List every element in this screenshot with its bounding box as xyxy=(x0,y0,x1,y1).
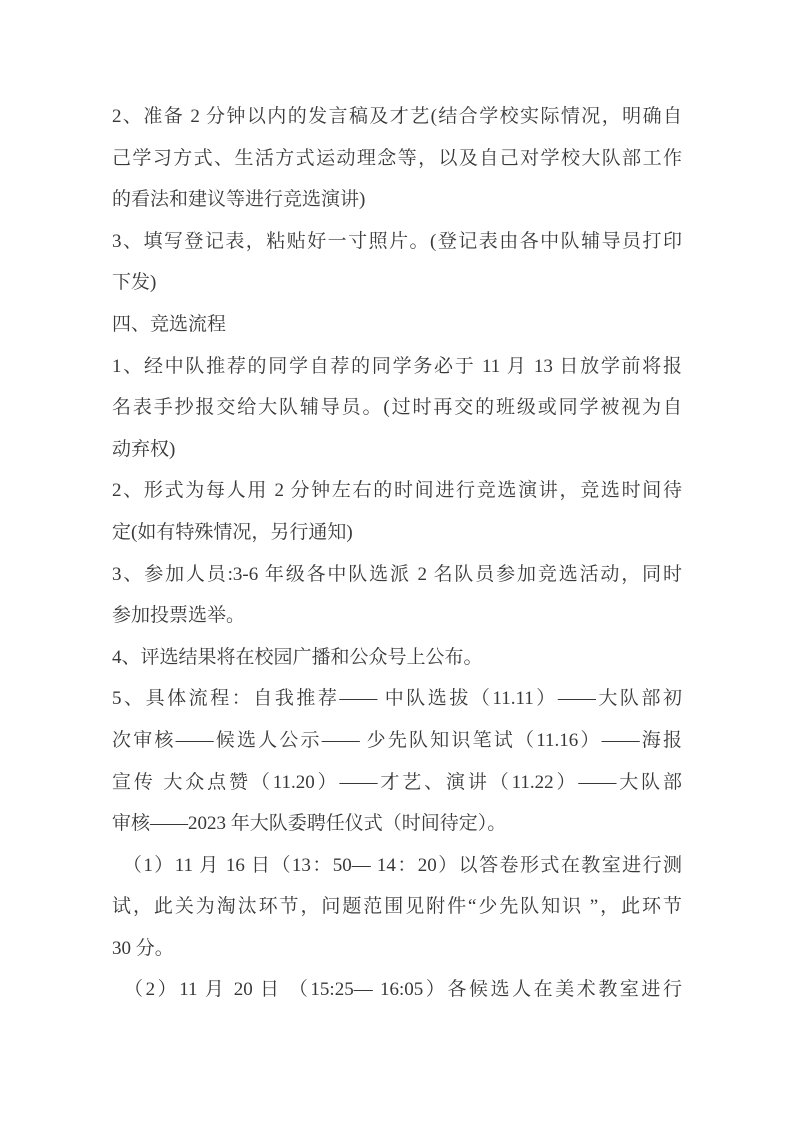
text-line: 次审核——候选人公示—— 少先队知识笔试（11.16）——海报 xyxy=(112,729,682,751)
text-line: 3、填写登记表，粘贴好一寸照片。(登记表由各中队辅导员打印 xyxy=(112,230,682,252)
text-line: 动弃权) xyxy=(112,438,176,460)
text-line: 的看法和建议等进行竞选演讲) xyxy=(112,189,366,211)
text-line: 4、评选结果将在校园广播和公众号上公布。 xyxy=(112,646,483,668)
document-body xyxy=(112,96,682,1011)
text-line: 1、经中队推荐的同学自荐的同学务必于 11 月 13 日放学前将报 xyxy=(112,355,682,377)
text-line: 2、形式为每人用 2 分钟左右的时间进行竞选演讲，竞选时间待 xyxy=(112,480,682,502)
text-line: 宣传 大众点赞（11.20）——才艺、演讲（11.22）——大队部 xyxy=(112,771,682,793)
text-line: 试，此关为淘汰环节，问题范围见附件“少先队知识 ”，此环节 xyxy=(112,896,682,918)
text-line: 四、竞选流程 xyxy=(112,313,227,335)
text-line: 30 分。 xyxy=(112,937,174,959)
text-line: 5、具体流程：自我推荐—— 中队选拔（11.11）——大队部初 xyxy=(112,688,682,710)
text-line: 3、参加人员:3-6 年级各中队选派 2 名队员参加竞选活动，同时 xyxy=(112,563,682,585)
text-line: （2）11 月 20 日 （15:25— 16:05）各候选人在美术教室进行 xyxy=(112,979,682,1001)
text-line: 下发) xyxy=(112,272,157,294)
text-line: 审核——2023 年大队委聘任仪式（时间待定）。 xyxy=(112,813,507,835)
text-line: 定(如有特殊情况，另行通知) xyxy=(112,521,353,543)
text-line: 2、准备 2 分钟以内的发言稿及才艺(结合学校实际情况，明确自 xyxy=(112,106,682,127)
text-line: 己学习方式、生活方式运动理念等，以及自己对学校大队部工作 xyxy=(112,147,682,169)
text-line: 名表手抄报交给大队辅导员。(过时再交的班级或同学被视为自 xyxy=(112,397,682,419)
text-line: （1）11 月 16 日（13：50— 14：20）以答卷形式在教室进行测 xyxy=(112,854,682,876)
text-line: 参加投票选举。 xyxy=(112,605,246,627)
